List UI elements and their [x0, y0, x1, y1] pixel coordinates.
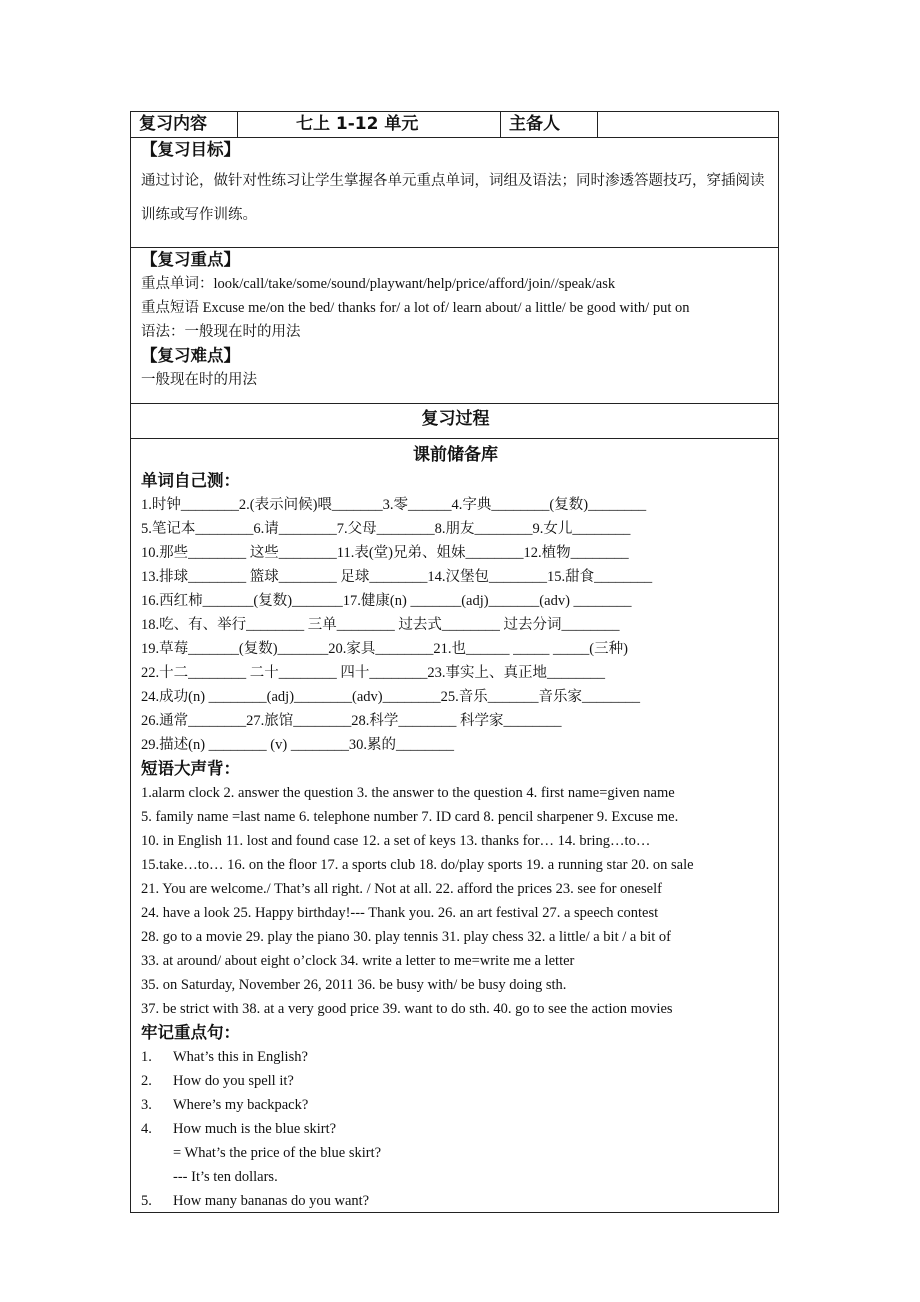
word-line: 16.西红柿_______(复数)_______17.健康(n) _______(adj)_______(adv) ________	[141, 593, 632, 609]
word-line: 26.通常________27.旅馆________28.科学________ 科学家________	[141, 713, 562, 729]
review-content-label: 复习内容	[131, 112, 238, 137]
difficulty-text: 一般现在时的用法	[141, 372, 257, 388]
sentence-line	[141, 1141, 770, 1165]
goal-heading: 【复习目标】	[141, 140, 240, 159]
sentence-line	[141, 1045, 770, 1069]
sentence-text: What’s this in English?	[173, 1049, 308, 1065]
word-line: 5.笔记本________6.请________7.父母________8.朋友________9.女儿________	[141, 521, 631, 537]
word-line: 29.描述(n) ________ (v) ________30.累的________	[141, 737, 454, 753]
sentence-line	[141, 1093, 770, 1117]
sentence-text: = What’s the price of the blue skirt?	[173, 1145, 382, 1161]
phrase-line: 15.take…to… 16. on the floor 17. a sports club 18. do/play sports 19. a running star 20. on sale	[141, 857, 694, 873]
goal-section	[131, 138, 778, 248]
sentence-number: 3.	[141, 1097, 152, 1113]
phrase-line: 28. go to a movie 29. play the piano 30. play tennis 31. play chess 32. a little/ a bit / a bit of	[141, 929, 671, 945]
word-line: 10.那些________ 这些________11.表(堂)兄弟、姐妹________12.植物________	[141, 545, 629, 561]
phrase-line: 24. have a look 25. Happy birthday!--- Thank you. 26. an art festival 27. a speech contest	[141, 905, 659, 921]
focus-heading: 【复习重点】	[141, 250, 240, 269]
focus-section	[131, 248, 778, 404]
phrase-line: 37. be strict with 38. at a very good price 39. want to do sth. 40. go to see the action movies	[141, 1001, 673, 1017]
sentence-text: --- It’s ten dollars.	[173, 1169, 278, 1185]
focus-grammar: 语法：一般现在时的用法	[141, 324, 301, 340]
focus-words: 重点单词：look/call/take/some/sound/playwant/help/price/afford/join//speak/ask	[141, 276, 616, 292]
preparer-label: 主备人	[501, 112, 598, 137]
header-row	[131, 112, 778, 138]
prep-title: 课前储备库	[413, 445, 498, 465]
phrases-heading: 短语大声背：	[141, 759, 240, 778]
sentence-number: 5.	[141, 1193, 152, 1209]
sentence-text: How do you spell it?	[173, 1073, 294, 1089]
words-list	[141, 493, 770, 757]
word-line: 24.成功(n) ________(adj)________(adv)________25.音乐_______音乐家________	[141, 689, 640, 705]
difficulty-heading: 【复习难点】	[141, 346, 240, 365]
sentence-text: How many bananas do you want?	[173, 1193, 370, 1209]
prep-section	[131, 439, 778, 1212]
sentences-heading: 牢记重点句：	[141, 1023, 240, 1042]
word-line: 18.吃、有、举行________ 三单________ 过去式________ 过去分词________	[141, 617, 620, 633]
sentence-number: 4.	[141, 1121, 152, 1137]
review-content-value: 七上 1-12 单元	[238, 112, 501, 137]
sentence-number: 2.	[141, 1073, 152, 1089]
phrase-line: 21. You are welcome./ That’s all right. / Not at all. 22. afford the prices 23. see for oneself	[141, 881, 662, 897]
word-line: 13.排球________ 篮球________ 足球________14.汉堡包________15.甜食________	[141, 569, 653, 585]
phrase-line: 10. in English 11. lost and found case 12. a set of keys 13. thanks for… 14. bring…to…	[141, 833, 651, 849]
sentence-line	[141, 1069, 770, 1093]
sentence-line	[141, 1165, 770, 1189]
phrase-line: 35. on Saturday, November 26, 2011 36. be busy with/ be busy doing sth.	[141, 977, 567, 993]
phrase-line: 5. family name =last name 6. telephone number 7. ID card 8. pencil sharpener 9. Excuse me.	[141, 809, 679, 825]
word-line: 22.十二________ 二十________ 四十________23.事实上、真正地________	[141, 665, 605, 681]
sentences-list	[141, 1045, 770, 1213]
preparer-value	[598, 112, 778, 137]
phrase-line: 1.alarm clock 2. answer the question 3. the answer to the question 4. first name=given name	[141, 785, 675, 801]
phrases-list	[141, 781, 770, 1021]
sentence-line	[141, 1117, 770, 1141]
review-plan-table	[130, 111, 779, 1213]
sentence-text: How much is the blue skirt?	[173, 1121, 337, 1137]
sentence-text: Where’s my backpack?	[173, 1097, 309, 1113]
words-heading: 单词自己测：	[141, 471, 240, 490]
process-title: 复习过程	[131, 404, 778, 439]
phrase-line: 33. at around/ about eight o’clock 34. write a letter to me=write me a letter	[141, 953, 575, 969]
goal-text: 通过讨论，做针对性练习让学生掌握各单元重点单词，词组及语法；同时渗透答题技巧，穿插阅读训练或写作训练。	[141, 173, 765, 223]
sentence-line	[141, 1189, 770, 1213]
word-line: 19.草莓_______(复数)_______20.家具________21.也______ _____ _____(三种)	[141, 641, 628, 657]
sentence-number: 1.	[141, 1049, 152, 1065]
word-line: 1.时钟________2.(表示问候)喂_______3.零______4.字典________(复数)________	[141, 497, 647, 513]
focus-phrases: 重点短语 Excuse me/on the bed/ thanks for/ a lot of/ learn about/ a little/ be good with/ put on	[141, 300, 690, 316]
